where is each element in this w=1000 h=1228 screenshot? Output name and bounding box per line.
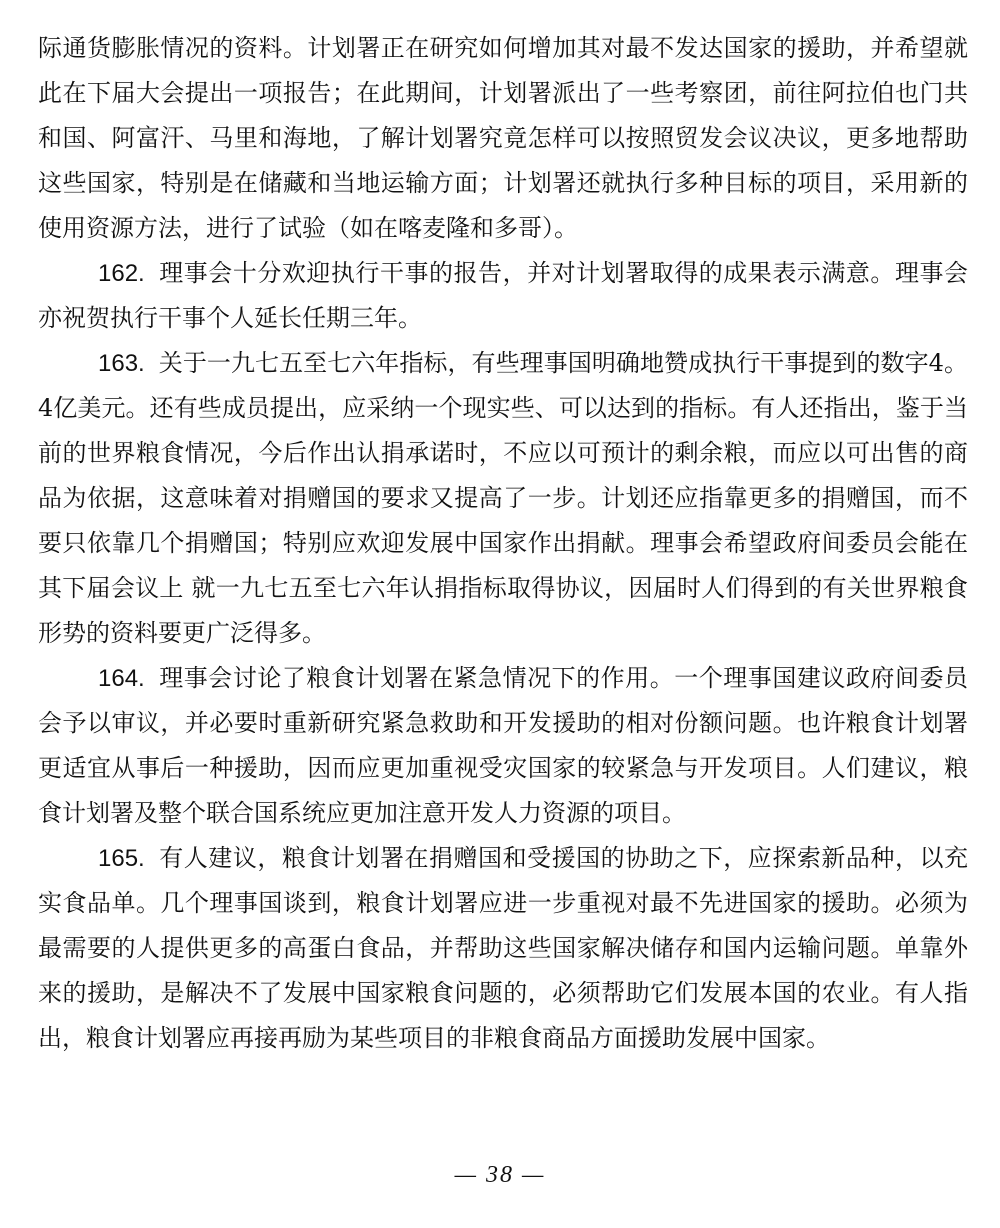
- paragraph-163: [38, 341, 968, 656]
- page-number: — 38 —: [454, 1162, 546, 1188]
- paragraph-162: [38, 251, 968, 341]
- paragraph-text: 际通货膨胀情况的资料。计划署正在研究如何增加其对最不发达国家的援助，并希望就此在下届大会提出一项报告；在此期间，计划署派出了一些考察团，前往阿拉伯也门共和国、阿富汗、马里和海地，了解计划署究竟怎样可以按照贸发会议决议，更多地帮助这些国家，特别是在储藏和当地运输方面；计划署还就执行多种目标的项目，采用新的使用资源方法，进行了试验（如在喀麦隆和多哥）。: [38, 34, 968, 242]
- document-body: [38, 26, 968, 1061]
- paragraph-text: 有人建议，粮食计划署在捐赠国和受援国的协助之下，应探索新品种，以充实食品单。几个理事国谈到，粮食计划署应进一步重视对最不先进国家的援助。必须为最需要的人提供更多的高蛋白食品，并帮助这些国家解决储存和国内运输问题。单靠外来的援助，是解决不了发展中国家粮食问题的，必须帮助它们发展本国的农业。有人指出，粮食计划署应再接再励为某些项目的非粮食商品方面援助发展中国家。: [38, 844, 968, 1052]
- paragraph-continuation: [38, 26, 968, 251]
- paragraph-164: [38, 656, 968, 836]
- paragraph-number: 164.: [98, 665, 145, 692]
- paragraph-number: 162.: [98, 260, 145, 287]
- paragraph-165: [38, 836, 968, 1061]
- paragraph-text: 关于一九七五至七六年指标，有些理事国明确地赞成执行干事提到的数字4。4亿美元。还有些成员提出，应采纳一个现实些、可以达到的指标。有人还指出，鉴于当前的世界粮食情况，今后作出认捐承诺时，不应以可预计的剩余粮，而应以可出售的商品为依据，这意味着对捐赠国的要求又提高了一步。计划还应指靠更多的捐赠国，而不要只依靠几个捐赠国；特别应欢迎发展中国家作出捐献。理事会希望政府间委员会能在其下届会议上 就一九七五至七六年认捐指标取得协议，因届时人们得到的有关世界粮食形势的资料要更广泛得多。: [38, 349, 968, 647]
- paragraph-text: 理事会讨论了粮食计划署在紧急情况下的作用。一个理事国建议政府间委员会予以审议，并必要时重新研究紧急救助和开发援助的相对份额问题。也许粮食计划署更适宜从事后一种援助，因而应更加重视受灾国家的较紧急与开发项目。人们建议，粮食计划署及整个联合国系统应更加注意开发人力资源的项目。: [38, 664, 968, 827]
- paragraph-number: 163.: [98, 350, 145, 377]
- paragraph-number: 165.: [98, 845, 145, 872]
- paragraph-text: 理事会十分欢迎执行干事的报告，并对计划署取得的成果表示满意。理事会亦祝贺执行干事个人延长任期三年。: [38, 259, 968, 332]
